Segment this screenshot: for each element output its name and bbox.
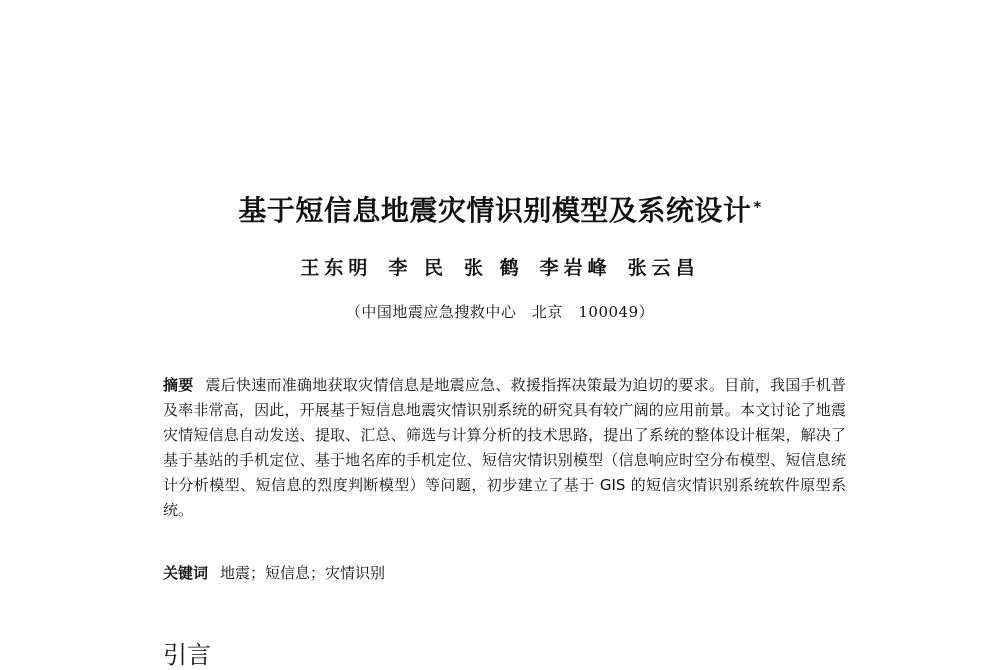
keywords-label: 关键词 (163, 564, 209, 582)
author-affiliation: （中国地震应急搜救中心 北京 100049） (345, 303, 655, 321)
author-name: 李 民 (388, 257, 448, 279)
keywords-line (163, 562, 385, 584)
paper-title (0, 191, 1000, 231)
keywords-text: 地震；短信息；灾情识别 (220, 564, 386, 582)
abstract-text: 震后快速而准确地获取灾情信息是地震应急、救援指挥决策最为迫切的要求。目前，我国手机普及率非常高，因此，开展基于短信息地震灾情识别系统的研究具有较广阔的应用前景。本文讨论了地震灾情短信息自动发送、提取、汇总、筛选与计算分析的技术思路，提出了系统的整体设计框架，解决了基于基站的手机定位、基于地名库的手机定位、短信灾情识别模型（信息响应时空分布模型、短信息统计分析模型、短信息的烈度判断模型）等问题，初步建立了基于 GIS 的短信灾情识别系统软件原型系统。 (163, 376, 846, 519)
author-list (0, 255, 1000, 281)
author-name: 张云昌 (627, 257, 700, 279)
author-name: 张 鹤 (463, 257, 524, 279)
title-footnote-mark: * (753, 197, 762, 216)
author-name: 王东明 (300, 257, 373, 279)
abstract-paragraph (163, 373, 846, 523)
paper-title-text: 基于短信息地震灾情识别模型及系统设计 (238, 193, 752, 227)
author-name: 李岩峰 (539, 257, 612, 279)
section-heading-introduction: 引言 (163, 641, 211, 669)
abstract-label: 摘要 (163, 376, 194, 394)
